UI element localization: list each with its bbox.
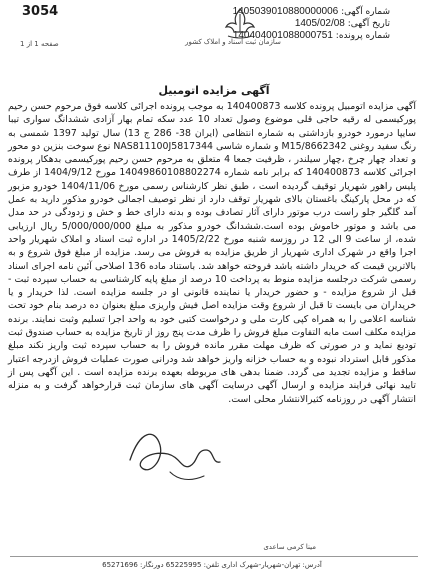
organization-name: سازمان ثبت اسناد و املاک کشور (185, 38, 281, 46)
meta-value: 1405039010880000006 (232, 6, 339, 17)
meta-label: شماره پرونده: (335, 31, 390, 41)
document-number: 3054 (22, 4, 59, 19)
meta-value: 140404001088000751 (232, 30, 333, 41)
footer-address: آدرس: تهران-شهریار-شهرک اداری تلفن: 65225995 دورنگار: 65271696 (102, 561, 322, 569)
handwritten-signature (120, 420, 240, 490)
page-indicator: صفحه 1 از 1 (20, 40, 59, 48)
coat-of-arms-emblem-icon (214, 6, 266, 42)
notice-body (8, 100, 416, 406)
footer-officer-name: مینا کرمی ساعدی (263, 543, 316, 551)
notice-title: آگهی مزایده اتومبیل (158, 84, 270, 97)
meta-value: 1405/02/08 (294, 18, 345, 29)
meta-label: شماره آگهی: (341, 7, 390, 17)
footer-divider (10, 556, 418, 557)
notice-body-text: آگهی مزایده اتومبیل پرونده کلاسه 140400873 به موجب پرونده اجرائی کلاسه فوق مرحوم حسن رحیم پورکیسمی له رقیه حاجی قلی موضوع وصول تعداد 10 عدد سکه تمام بهار آزادی ششدانگ سواری تیبا سایپا درمورد خودرو بازداشتی به شماره انتظامی (ایران 38- 286 ج 13) سال تولید 1397 شمسی به رنگ سفید روغنی M15/8662342 و شماره شاسی NAS811100J5817344 نوع سوخت بنزین دو محور و تعداد چهار چرخ ،چهار سیلندر ، ظرفیت جمعا 4 متعلق به مرحوم حسن رحیم پورکیسمی بدهکار پرونده اجرائی کلاسه 140400873 که برابر نامه شماره 14049860108802274 مورخ 1404/9/12 از طرف پلیس راهور شهریار توقیف گردیده است ، طبق نظر کارشناس رسمی مورخ 1404/11/06 خودرو مزبور که در محل پارکینگ باغستان بالای شهریار توقف دارد از نظر توصیف اجمالی خودرو مذکور دارید به عمل آمد گلگیر جلو راست درب موتور دارای آثار تصادف بوده و بدنه دارای خط و خش و زدودگی در حد مدل می باشد و موتور خاموش بوده است.ششدانگ خودرو مذکور به مبلغ 5/000/000/000 ریال ارزیابی شده، از ساعت 9 الی 12 در روزسه شنبه مورخ 1405/2/22 در اداره ثبت اسناد و املاک شهریار واحد اجرا واقع در شهرک اداری شهریار از طریق مزایده به فروش می رسد. مزایده از مبلغ فوق شروع و به بالاترین قیمت که خریدار داشته باشد فروخته خواهد شد. باستناد ماده 136 اصلاحی آئین نامه اجرای اسناد رسمی شرکت درجلسه مزایده منوط به پرداخت 10 درصد از مبلغ پایه کارشناسی به حساب سپرده ثبت - قبل از شروع مزایده - و حضور خریدار یا نماینده قانونی او در جلسه مزایده است. لذا خریدار و یا خریداران می بایست تا قبل از شروع وقت مزایده اصل فیش واریزی مبلغ بعنوان ده درصد بنام خود تحت شناسه اعلامی را به همراه کپی کارت ملی و درخواست کتبی خود به واحد اجرا تسلیم وثبت نمایند. برنده مزایده مکلف است مابه التفاوت مبلغ فروش را ظرف مدت پنج روز از تاریخ مزایده به حساب صندوق ثبت تودیع نماید و در صورتی که ظرف مهلت مقرر مانده فروش را به حساب سپرده ثبت واریز نکند مبلغ مذکور قابل استرداد نبوده و به حساب خزانه واریز خواهد شد ودرانی صورت عملیات فروش ازدرجه اعتبار ساقط و مزایده تجدید می گردد. ضمنا بدهی های مربوطه بعهده برنده مزایده است . این آگهی پس از تایید نهائی فرایند مزایده و ارسال آگهی درسایت آگهی های سازمان ثبت قرارخواهد گرفت و به منزله انتشار آگهی در روزنامه کثیرالانتشار محلی است. (8, 101, 417, 405)
meta-label: تاریخ آگهی: (347, 19, 390, 29)
